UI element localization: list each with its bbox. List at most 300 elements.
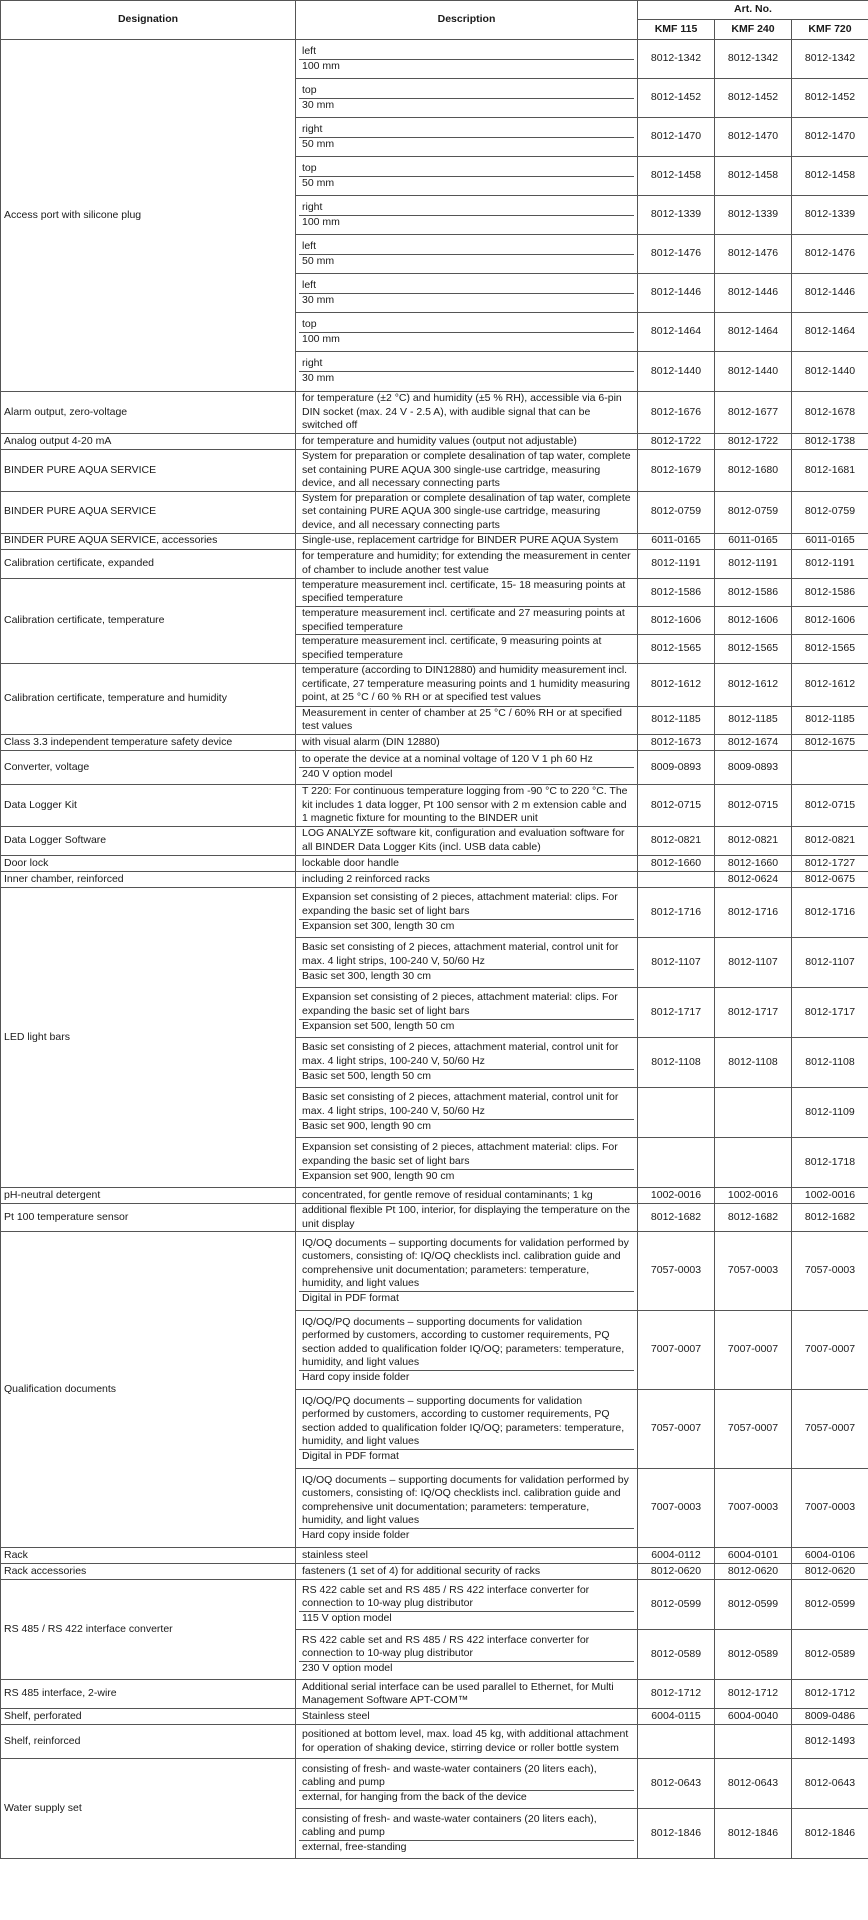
art-no-cell [715,1137,792,1187]
art-no-cell: 8012-1452 [638,79,715,118]
art-no-cell: 8012-0589 [638,1630,715,1680]
art-no-cell: 8012-1107 [792,937,868,987]
description-cell [296,1809,638,1859]
art-no-cell: 6011-0165 [792,533,868,549]
art-no-cell: 8009-0486 [792,1709,868,1725]
description-line: right [302,122,323,135]
table-row [1,826,868,855]
art-no-cell: 7057-0007 [638,1390,715,1469]
description-line: stainless steel [302,1548,368,1561]
art-no-cell: 8012-1464 [715,313,792,352]
description-line: 240 V option model [299,767,634,782]
art-no-cell: 8012-1727 [792,855,868,871]
table-row [1,578,868,606]
art-no-cell: 8012-1464 [792,313,868,352]
description-cell [296,607,638,635]
description-line: Single-use, replacement cartridge for BINDER PURE AQUA System [302,534,619,547]
art-no-cell: 8012-1339 [638,196,715,235]
art-no-cell: 8012-0589 [792,1630,868,1680]
description-line: positioned at bottom level, max. load 45 kg, with additional attachment for operation of shaking device, stirring device or roller bottle system [302,1728,629,1754]
art-no-cell: 6004-0115 [638,1709,715,1725]
description-cell [296,1759,638,1809]
table-header [1,1,868,40]
description-line: Hard copy inside folder [299,1370,634,1385]
description-cell [296,352,638,392]
art-no-cell: 8012-1446 [715,274,792,313]
description-line: consisting of fresh- and waste-water containers (20 liters each), cabling and pump [302,1812,597,1839]
art-no-cell: 8012-0821 [715,826,792,855]
designation-cell: pH-neutral detergent [1,1187,296,1203]
description-cell [296,118,638,157]
description-line: top [302,83,317,96]
table-row [1,549,868,578]
description-cell [296,1580,638,1630]
art-no-cell: 8012-1660 [715,855,792,871]
description-cell [296,157,638,196]
art-no-cell: 8012-1716 [638,887,715,937]
art-no-cell: 8012-1846 [715,1809,792,1859]
art-no-cell: 8012-1682 [715,1203,792,1231]
art-no-cell: 8012-1717 [638,987,715,1037]
description-line: temperature measurement incl. certificate, 9 measuring points at specified temperature [302,635,602,661]
header-designation: Designation [1,1,296,40]
description-line: Additional serial interface can be used parallel to Ethernet, for Multi Management Software APT-COM™ [302,1680,614,1707]
description-line: external, for hanging from the back of the device [299,1790,634,1805]
description-cell [296,1203,638,1231]
designation-cell: Water supply set [1,1759,296,1859]
art-no-cell: 7007-0003 [638,1469,715,1548]
designation-cell: BINDER PURE AQUA SERVICE [1,449,296,491]
art-no-cell: 8012-0643 [715,1759,792,1809]
art-no-cell: 8012-1470 [638,118,715,157]
description-line: including 2 reinforced racks [302,872,430,885]
art-no-cell: 8012-1339 [792,196,868,235]
description-line: for temperature (±2 °C) and humidity (±5 % RH), accessible via 6-pin DIN socket (max. 24 V - 2.5 A), with audible signal that can be switched off [302,392,622,432]
art-no-cell: 8012-1612 [715,663,792,706]
table-row [1,1709,868,1725]
designation-cell: Data Logger Software [1,826,296,855]
description-line: top [302,161,317,174]
description-line: Stainless steel [302,1709,370,1722]
art-no-cell: 8012-1682 [638,1203,715,1231]
description-line: 100 mm [299,332,634,347]
art-no-cell: 8012-0624 [715,871,792,887]
art-no-cell: 8012-1185 [792,706,868,734]
designation-cell: Inner chamber, reinforced [1,871,296,887]
art-no-cell: 8012-0759 [715,491,792,533]
art-no-cell [638,1725,715,1759]
description-cell [296,1548,638,1564]
art-no-cell: 7057-0007 [792,1390,868,1469]
description-cell [296,855,638,871]
description-line: concentrated, for gentle remove of residual contaminants; 1 kg [302,1188,593,1201]
art-no-cell: 1002-0016 [638,1187,715,1203]
art-no-cell: 7057-0003 [715,1232,792,1311]
designation-cell: Converter, voltage [1,750,296,784]
description-line: Basic set consisting of 2 pieces, attachment material, control unit for max. 4 light strips, 100-240 V, 50/60 Hz [302,1091,619,1118]
description-line: Expansion set consisting of 2 pieces, attachment material: clips. For expanding the basic set of light bars [302,891,618,918]
description-cell [296,578,638,606]
table-row [1,734,868,750]
art-no-cell: 8012-1185 [715,706,792,734]
header-description: Description [296,1,638,40]
table-row [1,433,868,449]
art-no-cell: 6004-0106 [792,1548,868,1564]
description-cell [296,734,638,750]
description-line: RS 422 cable set and RS 485 / RS 422 interface converter for connection to 10-way plug distributor [302,1583,590,1610]
art-no-cell: 8012-0715 [715,784,792,826]
designation-cell: RS 485 interface, 2-wire [1,1680,296,1709]
art-no-cell: 8012-1716 [792,887,868,937]
art-no-cell: 8012-1674 [715,734,792,750]
art-no-cell: 7007-0003 [715,1469,792,1548]
art-no-cell: 6004-0040 [715,1709,792,1725]
description-cell [296,1564,638,1580]
description-line: IQ/OQ documents – supporting documents for validation performed by customers, consisting of: IQ/OQ checklists incl. calibration guide and comprehensive unit documentation; parameters: temperature, humidity, and light values [302,1236,629,1290]
description-cell [296,1680,638,1709]
art-no-cell: 8012-1458 [792,157,868,196]
description-cell [296,549,638,578]
description-line: consisting of fresh- and waste-water containers (20 liters each), cabling and pump [302,1762,597,1789]
art-no-cell: 7007-0007 [638,1311,715,1390]
art-no-cell: 8012-1565 [638,635,715,663]
description-line: temperature measurement incl. certificate and 27 measuring points at specified temperature [302,607,625,633]
art-no-cell: 8012-1681 [792,449,868,491]
art-no-cell: 8012-0821 [792,826,868,855]
description-line: Digital in PDF format [299,1291,634,1306]
description-cell [296,235,638,274]
table-row [1,871,868,887]
designation-cell: BINDER PURE AQUA SERVICE, accessories [1,533,296,549]
description-line: additional flexible Pt 100, interior, for displaying the temperature on the unit display [302,1203,631,1230]
art-no-cell: 8009-0893 [638,750,715,784]
description-cell [296,1037,638,1087]
art-no-cell: 1002-0016 [715,1187,792,1203]
art-no-cell: 8012-1440 [792,352,868,392]
description-line: right [302,200,323,213]
designation-cell: Rack [1,1548,296,1564]
art-no-cell: 6004-0101 [715,1548,792,1564]
description-cell [296,1725,638,1759]
table-row [1,1680,868,1709]
art-no-cell: 8012-1476 [638,235,715,274]
description-line: LOG ANALYZE software kit, configuration and evaluation software for all BINDER Data Logger Kits (incl. USB data cable) [302,827,625,853]
art-no-cell: 8012-1712 [792,1680,868,1709]
description-line: left [302,239,317,252]
description-cell [296,784,638,826]
art-no-cell [792,750,868,784]
description-line: 100 mm [299,215,634,230]
description-cell [296,663,638,706]
art-no-cell: 8012-0620 [715,1564,792,1580]
table-row [1,784,868,826]
description-line: 230 V option model [299,1661,634,1676]
art-no-cell [715,1087,792,1137]
art-no-cell: 8012-1680 [715,449,792,491]
description-cell [296,1311,638,1390]
designation-cell: Qualification documents [1,1232,296,1548]
art-no-cell: 8012-1678 [792,392,868,434]
description-line: 100 mm [299,59,634,74]
table-row [1,1548,868,1564]
description-line: Expansion set 500, length 50 cm [299,1019,634,1034]
description-cell [296,196,638,235]
art-no-cell: 8012-0643 [638,1759,715,1809]
table-row [1,1187,868,1203]
designation-cell: BINDER PURE AQUA SERVICE [1,491,296,533]
description-line: Hard copy inside folder [299,1528,634,1543]
art-no-cell [638,1087,715,1137]
table-row [1,1203,868,1231]
art-no-cell: 8012-1660 [638,855,715,871]
art-no-cell: 8012-1107 [638,937,715,987]
description-cell [296,40,638,79]
description-cell [296,1087,638,1137]
art-no-cell: 8012-1846 [638,1809,715,1859]
description-line: System for preparation or complete desalination of tap water, complete set containing PURE AQUA 300 single-use cartridge, measuring device, and all necessary connecting parts [302,491,631,532]
art-no-cell: 7007-0003 [792,1469,868,1548]
art-no-cell: 8012-1440 [638,352,715,392]
description-line: to operate the device at a nominal voltage of 120 V 1 ph 60 Hz [302,753,593,766]
description-line: Basic set consisting of 2 pieces, attachment material, control unit for max. 4 light strips, 100-240 V, 50/60 Hz [302,941,619,968]
art-no-cell: 7057-0003 [638,1232,715,1311]
art-no-cell: 8012-1191 [638,549,715,578]
description-line: fasteners (1 set of 4) for additional security of racks [302,1564,541,1577]
description-cell [296,1630,638,1680]
description-line: Expansion set consisting of 2 pieces, attachment material: clips. For expanding the basic set of light bars [302,991,618,1018]
art-no-cell: 8012-1342 [792,40,868,79]
art-no-cell: 8012-0599 [638,1580,715,1630]
art-no-cell: 8012-1108 [638,1037,715,1087]
art-no-cell: 8012-0821 [638,826,715,855]
description-line: lockable door handle [302,856,399,869]
art-no-cell: 8012-1586 [792,578,868,606]
description-cell [296,313,638,352]
header-model-kmf-240: KMF 240 [715,20,792,40]
art-no-cell: 8012-1712 [638,1680,715,1709]
art-no-cell: 8012-0620 [638,1564,715,1580]
description-cell [296,871,638,887]
art-no-cell: 8012-1470 [715,118,792,157]
art-no-cell: 8012-1612 [638,663,715,706]
table-row [1,1725,868,1759]
art-no-cell: 8012-1676 [638,392,715,434]
art-no-cell: 8012-1476 [792,235,868,274]
art-no-cell: 8012-1722 [715,433,792,449]
designation-cell: Shelf, reinforced [1,1725,296,1759]
description-cell [296,1709,638,1725]
description-cell [296,887,638,937]
description-cell [296,987,638,1037]
table-row [1,40,868,79]
art-no-cell: 8012-1712 [715,1680,792,1709]
art-no-cell: 8012-1476 [715,235,792,274]
description-cell [296,1232,638,1311]
description-line: System for preparation or complete desalination of tap water, complete set containing PURE AQUA 300 single-use cartridge, measuring device, and all necessary connecting parts [302,449,631,490]
description-cell [296,635,638,663]
description-cell [296,750,638,784]
art-no-cell: 8012-1679 [638,449,715,491]
description-line: 115 V option model [299,1611,634,1626]
description-line: Basic set consisting of 2 pieces, attachment material, control unit for max. 4 light strips, 100-240 V, 50/60 Hz [302,1041,619,1068]
art-no-cell: 8012-1677 [715,392,792,434]
art-no-cell: 8012-1718 [792,1137,868,1187]
designation-cell: Analog output 4-20 mA [1,433,296,449]
table-row [1,491,868,533]
table-row [1,855,868,871]
art-no-cell: 7057-0007 [715,1390,792,1469]
description-cell [296,706,638,734]
art-no-cell: 8012-1108 [715,1037,792,1087]
art-no-cell: 8012-1191 [715,549,792,578]
art-no-cell: 8012-0620 [792,1564,868,1580]
art-no-cell: 8012-1342 [638,40,715,79]
art-no-cell: 8012-1493 [792,1725,868,1759]
designation-cell: Pt 100 temperature sensor [1,1203,296,1231]
art-no-cell: 8012-1586 [638,578,715,606]
description-cell [296,1390,638,1469]
description-line: 30 mm [299,98,634,113]
description-cell [296,1137,638,1187]
description-line: 50 mm [299,137,634,152]
table-row [1,533,868,549]
art-no-cell: 8012-1738 [792,433,868,449]
art-no-cell: 8012-0643 [792,1759,868,1809]
art-no-cell: 8012-1458 [715,157,792,196]
description-line: Digital in PDF format [299,1449,634,1464]
art-no-cell: 8012-0589 [715,1630,792,1680]
table-row [1,1580,868,1630]
description-line: IQ/OQ/PQ documents – supporting documents for validation performed by customers, according to customer requirements, PQ section added to qualification folder IQ/OQ; parameters: temperature, humidity, and light values [302,1315,625,1369]
table-row [1,663,868,706]
art-no-cell: 8012-0599 [715,1580,792,1630]
art-no-cell: 7007-0007 [792,1311,868,1390]
art-no-cell: 8012-1109 [792,1087,868,1137]
description-line: Measurement in center of chamber at 25 °C / 60% RH or at specified test values [302,706,622,733]
description-line: left [302,278,317,291]
table-row [1,750,868,784]
art-no-cell: 8012-1446 [792,274,868,313]
art-no-cell [638,871,715,887]
description-line: external, free-standing [299,1840,634,1855]
header-art-no: Art. No. [638,1,868,20]
art-no-cell: 8012-1722 [638,433,715,449]
description-line: left [302,44,317,57]
designation-cell: Calibration certificate, temperature and humidity [1,663,296,734]
art-no-cell: 8012-0715 [638,784,715,826]
description-line: IQ/OQ documents – supporting documents for validation performed by customers, consisting of: IQ/OQ checklists incl. calibration guide and comprehensive unit documentation; parameters: temperature, humidity, and light values [302,1473,629,1527]
art-no-cell: 8012-1108 [792,1037,868,1087]
description-line: Basic set 300, length 30 cm [299,969,634,984]
art-no-cell: 8012-1458 [638,157,715,196]
description-line: Expansion set consisting of 2 pieces, attachment material: clips. For expanding the basic set of light bars [302,1141,618,1168]
description-line: top [302,317,317,330]
description-line: temperature measurement incl. certificate, 15- 18 measuring points at specified temperature [302,578,626,605]
art-no-cell: 8012-1191 [792,549,868,578]
table-body [1,40,868,1859]
art-no-cell [638,1137,715,1187]
table-row [1,887,868,937]
art-no-cell: 7007-0007 [715,1311,792,1390]
description-line: T 220: For continuous temperature logging from -90 °C to 220 °C. The kit includes 1 data logger, Pt 100 sensor with 2 m extension cable and 1 magnetic fixture for mounting to the BINDER unit [302,784,628,825]
description-cell [296,433,638,449]
description-cell [296,1187,638,1203]
description-line: Expansion set 900, length 90 cm [299,1169,634,1184]
table-row [1,1232,868,1311]
description-cell [296,533,638,549]
art-no-cell: 8012-1612 [792,663,868,706]
art-no-cell: 8012-1606 [638,607,715,635]
description-cell [296,392,638,434]
art-no-cell: 8012-1339 [715,196,792,235]
table-row [1,1564,868,1580]
art-no-cell: 8012-0759 [792,491,868,533]
description-cell [296,1469,638,1548]
description-cell [296,826,638,855]
header-model-kmf-115: KMF 115 [638,20,715,40]
description-line: RS 422 cable set and RS 485 / RS 422 interface converter for connection to 10-way plug distributor [302,1633,590,1660]
art-no-cell: 8012-1682 [792,1203,868,1231]
art-no-cell: 8012-1716 [715,887,792,937]
description-line: with visual alarm (DIN 12880) [302,735,440,748]
table-row [1,449,868,491]
art-no-cell: 8012-0759 [638,491,715,533]
art-no-cell: 8012-1717 [792,987,868,1037]
description-line: right [302,357,323,370]
art-no-cell: 6004-0112 [638,1548,715,1564]
description-cell [296,491,638,533]
art-no-cell: 8012-1107 [715,937,792,987]
designation-cell: Calibration certificate, temperature [1,578,296,663]
description-line: temperature (according to DIN12880) and humidity measurement incl. certificate, 27 temperature measuring points and 1 humidity measuring point, at 25 °C / 60 % RH or at specified test values [302,664,631,704]
art-no-cell: 8012-1565 [792,635,868,663]
art-no-cell: 8012-1452 [792,79,868,118]
art-no-cell: 8009-0893 [715,750,792,784]
description-line: Basic set 900, length 90 cm [299,1119,634,1134]
header-model-kmf-720: KMF 720 [792,20,868,40]
description-line: Expansion set 300, length 30 cm [299,919,634,934]
description-cell [296,274,638,313]
description-line: 50 mm [299,254,634,269]
art-no-cell: 8012-1446 [638,274,715,313]
art-no-cell: 8012-1440 [715,352,792,392]
art-no-cell: 8012-1185 [638,706,715,734]
designation-cell: RS 485 / RS 422 interface converter [1,1580,296,1680]
description-cell [296,449,638,491]
table-row [1,392,868,434]
designation-cell: Rack accessories [1,1564,296,1580]
art-no-cell [715,1725,792,1759]
art-no-cell: 8012-0715 [792,784,868,826]
art-no-cell: 8012-1342 [715,40,792,79]
description-line: 30 mm [299,371,634,386]
description-line: for temperature and humidity; for extending the measurement in center of chamber to include another test value [302,550,631,576]
table-row [1,1759,868,1809]
description-cell [296,79,638,118]
art-no-cell: 8012-1717 [715,987,792,1037]
designation-cell: Alarm output, zero-voltage [1,392,296,434]
description-cell [296,937,638,987]
designation-cell: Access port with silicone plug [1,40,296,392]
designation-cell: Shelf, perforated [1,1709,296,1725]
art-no-cell: 8012-1675 [792,734,868,750]
designation-cell: Class 3.3 independent temperature safety device [1,734,296,750]
art-no-cell: 6011-0165 [715,533,792,549]
art-no-cell: 8012-1846 [792,1809,868,1859]
art-no-cell: 8012-1673 [638,734,715,750]
art-no-cell: 8012-1565 [715,635,792,663]
art-no-cell: 8012-1464 [638,313,715,352]
